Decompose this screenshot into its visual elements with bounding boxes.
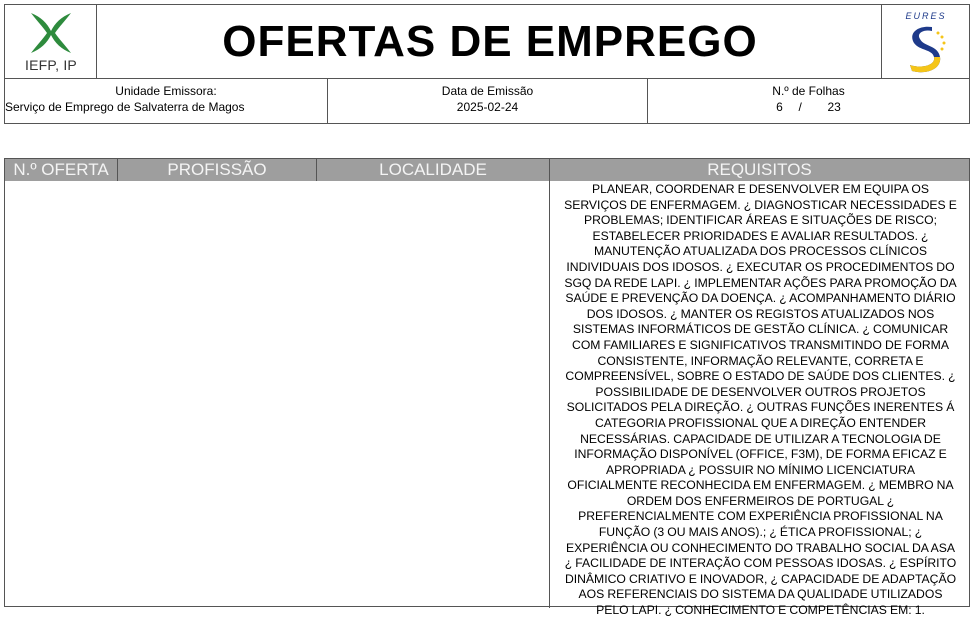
sheet-separator: / (798, 100, 802, 114)
issue-date-value: 2025-02-24 (456, 100, 519, 114)
iefp-x-icon (27, 11, 75, 55)
issuer-value: Serviço de Emprego de Salvaterra de Magos (5, 100, 245, 114)
column-header-profession: PROFISSÃO (118, 159, 317, 181)
eures-logo-text: EURES (905, 11, 947, 21)
column-header-offer-number: N.º OFERTA (5, 159, 118, 181)
table-row (5, 181, 969, 618)
issue-date-label: Data de Emissão (441, 84, 534, 98)
sheet-current: 6 (776, 100, 783, 114)
requirements-cell: PLANEAR, COORDENAR E DESENVOLVER EM EQUIPA OS SERVIÇOS DE ENFERMAGEM. ¿ DIAGNOSTICAR NECESSIDADES E PROBLEMAS; IDENTIFICAR ÁREAS E SITUAÇÕES DE RISCO; ESTABELECER PRIORIDADES E AVALIAR RESULTADOS. ¿ MANUTENÇÃO ATUALIZADA DOS PROCESSOS CLÍNICOS INDIVIDUAIS DOS IDOSOS. ¿ EXECUTAR OS PROCEDIMENTOS DO SGQ DA REDE LAPI. ¿ IMPLEMENTAR AÇÕES PARA PROMOÇÃO DA SAÚDE E PREVENÇÃO DA DOENÇA. ¿ ACOMPANHAMENTO DIÁRIO DOS IDOSOS. ¿ MANTER OS REGISTOS ATUALIZADOS NOS SISTEMAS INFORMÁTICOS DE GESTÃO CLÍNICA. ¿ COMUNICAR COM FAMILIARES E SIGNIFICATIVOS TRANSMITINDO DE FORMA CONSISTENTE, INFORMAÇÃO RELEVANTE, CORRETA E COMPREENSÍVEL, SOBRE O ESTADO DE SAÚDE DOS CLIENTES. ¿ POSSIBILIDADE DE DESENVOLVER OUTROS PROJETOS SOLICITADOS PELA DIREÇÃO. ¿ OUTRAS FUNÇÕES INERENTES Á CATEGORIA PROFISSIONAL QUE A DIREÇÃO ENTENDER NECESSÁRIAS. CAPACIDADE DE UTILIZAR A TECNOLOGIA DE INFORMAÇÃO DISPONÍVEL (OFFICE, F3M), DE FORMA EFICAZ E APROPRIADA ¿ POSSUIR NO MÍNIMO LICENCIATURA OFICIALMENTE RECONHECIDA EM ENFERMAGEM. ¿ MEMBRO NA ORDEM DOS ENFERMEIROS DE PORTUGAL ¿ PREFERENCIALMENTE COM EXPERIÊNCIA PROFISSIONAL NA FUNÇÃO (3 OU MAIS ANOS).; ¿ ÉTICA PROFISSIONAL; ¿ EXPERIÊNCIA OU CONHECIMENTO DO TRABALHO SOCIAL DA ASA ¿ FACILIDADE DE INTERAÇÃO COM PESSOAS IDOSAS. ¿ ESPÍRITO DINÂMICO CRIATIVO E INOVADOR, ¿ CAPACIDADE DE ADAPTAÇÃO AOS REFERENCIAIS DO SISTEMA DA QUALIDADE UTILIZADOS PELO LAPI. ¿ CONHECIMENTO E COMPETÊNCIAS EM: 1. (564, 182, 957, 618)
column-header-requirements: REQUISITOS (707, 160, 812, 179)
table-header-row (5, 159, 969, 181)
sheets-cell (648, 79, 969, 124)
issuer-cell (5, 79, 328, 124)
location-cell (317, 181, 550, 608)
offer-number-cell (5, 181, 118, 608)
sheets-value (648, 100, 969, 114)
issuer-label: Unidade Emissora: (115, 84, 217, 98)
issue-date-cell (328, 79, 648, 124)
iefp-logo-text: IEFP, IP (25, 57, 77, 73)
column-header-location: LOCALIDADE (317, 159, 550, 181)
eures-logo (881, 5, 969, 78)
offers-table (4, 158, 970, 618)
eures-flag-icon (902, 23, 950, 73)
issue-info-row (5, 78, 969, 123)
sheets-label: N.º de Folhas (772, 84, 845, 98)
sheet-total: 23 (827, 100, 841, 114)
profession-cell (118, 181, 317, 608)
document-header (4, 4, 970, 124)
document-title: OFERTAS DE EMPREGO (222, 16, 758, 66)
iefp-logo (5, 5, 97, 78)
